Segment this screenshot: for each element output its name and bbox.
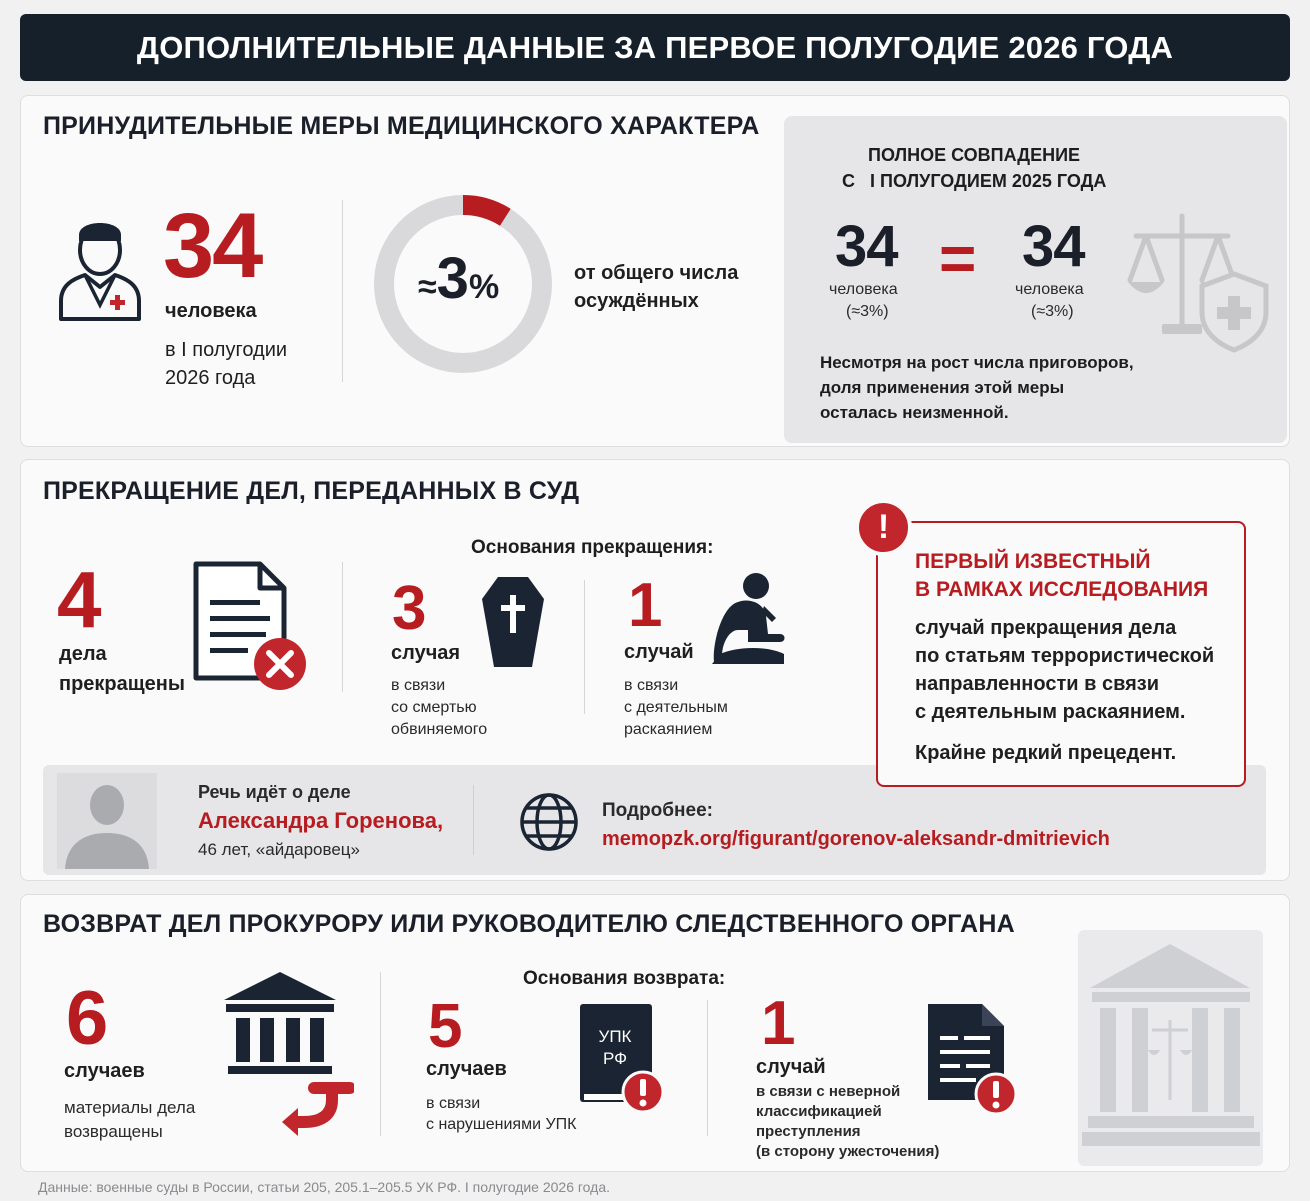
document-cancel-icon [190, 560, 310, 692]
divider [584, 580, 585, 714]
comparison-note-line3: осталась неизменной. [820, 403, 1009, 422]
globe-icon [518, 791, 580, 853]
returned-line1: материалы дела [64, 1098, 196, 1117]
reason-class-line2: классификацией [756, 1103, 882, 1120]
terminated-label-line2: прекращены [59, 673, 185, 695]
alert-text-line3: направленности в связи [915, 673, 1160, 695]
courthouse-return-icon [224, 970, 354, 1138]
medical-count: 34 [163, 195, 262, 297]
compare-right-share: (≈3%) [1031, 303, 1074, 320]
praying-person-icon [708, 572, 788, 668]
compare-right-unit: человека [1015, 281, 1084, 298]
section-title: ПРИНУДИТЕЛЬНЫЕ МЕРЫ МЕДИЦИНСКОГО ХАРАКТЕРА [43, 112, 760, 140]
divider [342, 200, 343, 382]
alert-title-line2: В РАМКАХ ИССЛЕДОВАНИЯ [915, 578, 1209, 601]
alert-mark: ! [877, 508, 890, 546]
more-label: Подробнее: [602, 800, 713, 821]
share-desc-line1: от общего числа [574, 262, 739, 284]
doctor-icon [55, 205, 145, 323]
reason-class-line4: (в сторону ужесточения) [756, 1143, 940, 1160]
reason-repentance-line2: с деятельным [624, 699, 728, 716]
share-unit: % [468, 268, 500, 306]
section-title: ПРЕКРАЩЕНИЕ ДЕЛ, ПЕРЕДАННЫХ В СУД [43, 477, 580, 505]
compare-right-value: 34 [1022, 214, 1085, 279]
compare-left-unit: человека [829, 281, 898, 298]
alert-text-line5: Крайне редкий прецедент. [915, 742, 1177, 764]
equals-sign: = [939, 222, 977, 294]
comparison-note-line2: доля применения этой меры [820, 378, 1065, 397]
alert-title-line1: ПЕРВЫЙ ИЗВЕСТНЫЙ [915, 550, 1151, 573]
divider [473, 785, 474, 855]
medical-period-line1: в I полугодии [165, 339, 288, 361]
document-alert-icon [924, 1000, 1024, 1118]
book-title-line2: РФ [602, 1049, 628, 1068]
courthouse-watermark-icon [1078, 930, 1263, 1166]
returned-line2: возвращены [64, 1122, 163, 1141]
share-desc-line2: осуждённых [574, 290, 699, 312]
return-reasons-title: Основания возврата: [523, 968, 726, 989]
case-link[interactable]: memopzk.org/figurant/gorenov-aleksandr-dmitrievich [602, 828, 1110, 850]
share-donut-arc [463, 205, 505, 217]
alert-text-line2: по статьям террористической [915, 645, 1215, 667]
reason-death-line2: со смертью [391, 699, 477, 716]
medical-period-line2: 2026 года [165, 367, 256, 389]
divider [380, 972, 381, 1136]
reason-death-count: 3 [392, 574, 427, 643]
case-name: Александра Горенова, [198, 808, 444, 833]
alert-icon [855, 499, 912, 556]
page-header [20, 14, 1290, 81]
reasons-title: Основания прекращения: [471, 537, 714, 558]
comparison-note-line1: Несмотря на рост числа приговоров, [820, 353, 1134, 372]
alert-box-bottom-border [876, 765, 1246, 787]
reason-class-count: 1 [761, 989, 796, 1058]
source-note: Данные: военные суды в России, статьи 205, 205.1–205.5 УК РФ. I полугодие 2026 года. [38, 1179, 611, 1195]
reason-death-unit: случая [391, 642, 461, 664]
reason-repentance-line3: раскаянием [624, 721, 713, 738]
share-value [418, 246, 518, 320]
section-title: ВОЗВРАТ ДЕЛ ПРОКУРОРУ ИЛИ РУКОВОДИТЕЛЮ СЛЕДСТВЕННОГО ОРГАНА [43, 910, 1015, 938]
compare-left-value: 34 [835, 214, 898, 279]
returned-count: 6 [66, 976, 109, 1061]
terminated-label-line1: дела [59, 643, 107, 665]
reason-repentance-line1: в связи [624, 677, 679, 694]
compare-left-share: (≈3%) [846, 303, 889, 320]
book-title-line1: УПК [598, 1027, 632, 1046]
terminated-count: 4 [57, 555, 102, 644]
divider [342, 562, 343, 692]
reason-repentance-unit: случай [624, 641, 694, 663]
reason-upk-unit: случаев [426, 1058, 507, 1080]
alert-text-line4: с деятельным раскаянием. [915, 701, 1186, 723]
reason-class-line3: преступления [756, 1123, 861, 1140]
reason-death-line3: обвиняемого [391, 721, 488, 738]
comparison-title-line2: С I ПОЛУГОДИЕМ 2025 ГОДА [842, 171, 1107, 191]
divider [707, 1000, 708, 1136]
reason-repentance-count: 1 [628, 571, 663, 640]
returned-unit: случаев [64, 1060, 145, 1082]
reason-class-unit: случай [756, 1056, 826, 1078]
comparison-title-line1: ПОЛНОЕ СОВПАДЕНИЕ [868, 145, 1081, 165]
reason-upk-count: 5 [428, 992, 463, 1061]
share-number: 3 [436, 246, 469, 311]
page-title: ДОПОЛНИТЕЛЬНЫЕ ДАННЫЕ ЗА ПЕРВОЕ ПОЛУГОДИЕ 2026 ГОДА [136, 29, 1174, 65]
case-details: 46 лет, «айдаровец» [198, 840, 360, 859]
reason-class-line1: в связи с неверной [756, 1083, 901, 1100]
scales-shield-icon [1122, 208, 1272, 358]
reason-upk-line2: с нарушениями УПК [426, 1116, 577, 1133]
person-silhouette-icon [57, 773, 157, 869]
reason-upk-line1: в связи [426, 1095, 481, 1112]
alert-text-line1: случай прекращения дела [915, 617, 1177, 639]
case-intro: Речь идёт о деле [198, 782, 351, 802]
share-approx: ≈ [418, 268, 437, 306]
medical-count-unit: человека [165, 300, 257, 322]
coffin-icon [480, 575, 546, 669]
reason-death-line1: в связи [391, 677, 446, 694]
